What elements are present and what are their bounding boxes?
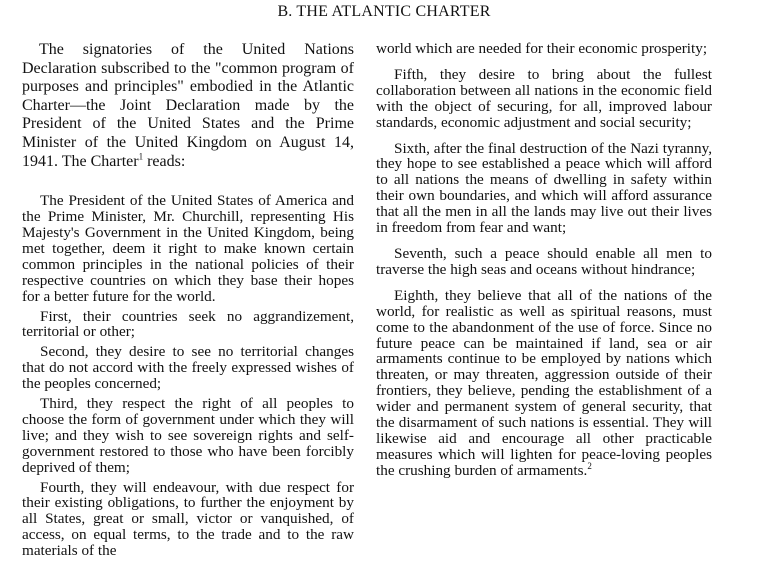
intro-text-end: reads:	[143, 152, 186, 170]
preamble-paragraph: The President of the United States of America and the Prime Minister, Mr. Churchill, representing His Majesty's Government in the United Kingdom, being met together, deem it right to make known certain common principles in the national policies of their respective countries on which they base their hopes for a better future for the world.	[22, 192, 354, 305]
principle-first: First, their countries seek no aggrandizement, territorial or other;	[22, 307, 354, 341]
right-column	[376, 41, 712, 479]
principle-seventh: Seventh, such a peace should enable all men to traverse the high seas and oceans without hindrance;	[376, 244, 712, 278]
principle-fifth: Fifth, they desire to bring about the fullest collaboration between all nations in the economic field with the object of securing, for all, improved labour standards, economic adjustment and social security;	[376, 65, 712, 131]
principle-third: Third, they respect the right of all peoples to choose the form of government under which they will live; and they wish to see sovereign rights and self-government restored to those who have been forcibly deprived of them;	[22, 395, 354, 476]
left-column	[22, 41, 354, 559]
principle-eighth	[376, 288, 712, 479]
intro-paragraph	[22, 41, 354, 171]
principle-eighth-text: Eighth, they believe that all of the nations of the world, for realistic as well as spiritual reasons, must come to the abandonment of the use of force. Since no future peace can be maintained if land, sea or air armaments continue to be employed by nations which threaten, or may threaten, aggression outside of their frontiers, they believe, pending the establishment of a wider and permanent system of general security, that the disarmament of such nations is essential. They will likewise aid and encourage all other practicable measures which will lighten for peace-loving peoples the crushing burden of armaments.	[376, 286, 712, 479]
footnote-marker-1: 1	[138, 151, 144, 162]
intro-text: The signatories of the United Nations Declaration subscribed to the "common program of purposes and principles" embodied in the Atlantic Charter—the Joint Declaration made by the President of the United States and the Prime Minister of the United Kingdom on August 14, 1941. The Charter	[22, 41, 354, 170]
principle-fourth: Fourth, they will endeavour, with due respect for their existing obligations, to further the enjoyment by all States, great or small, victor or vanquished, of access, on equal terms, to the trade and to the raw materials of the	[22, 478, 354, 560]
principle-sixth: Sixth, after the final destruction of the Nazi tyranny, they hope to see established a peace which will afford to all nations the means of dwelling in safety within their own boundaries, and which will afford assurance that all the men in all the lands may live out their lives in freedom from fear and want;	[376, 139, 712, 237]
principle-second: Second, they desire to see no territorial changes that do not accord with the freely expressed wishes of the peoples concerned;	[22, 343, 354, 393]
principle-fourth-continued: world which are needed for their economic prosperity;	[376, 40, 708, 57]
footnote-marker-2: 2	[587, 460, 592, 471]
section-heading: B. THE ATLANTIC CHARTER	[277, 3, 491, 20]
